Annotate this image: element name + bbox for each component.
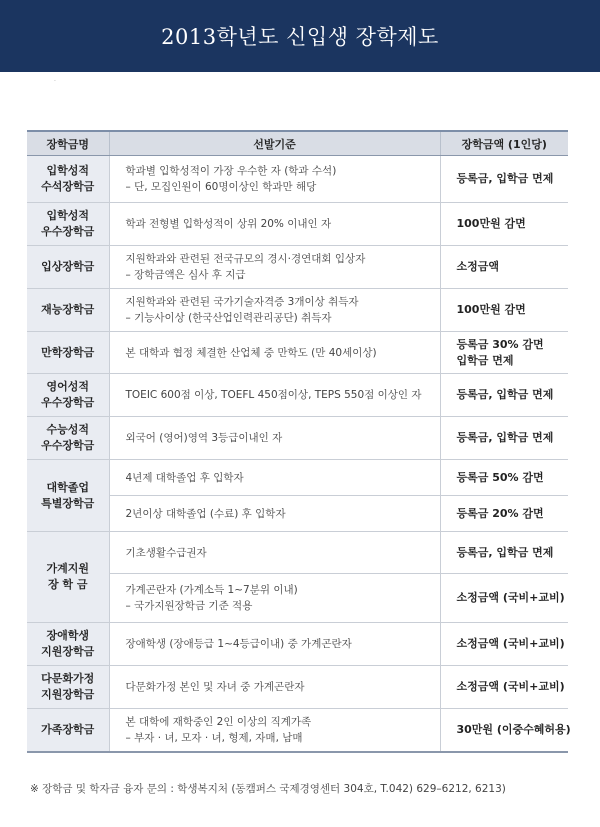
selection-criteria-line: 장애학생 (장애등급 1~4등급이내) 중 가계곤란자 <box>125 638 352 650</box>
page-title: 2013학년도 신입생 장학제도 <box>161 25 439 49</box>
selection-criteria <box>109 496 440 532</box>
scholarship-name-line: 우수장학금 <box>41 439 95 452</box>
selection-criteria-line: – 국가지원장학금 기준 적용 <box>125 600 253 612</box>
scholarship-name <box>27 156 109 203</box>
scholarship-amount-line: 등록금 30% 감면 <box>456 337 544 351</box>
scholarship-amount <box>440 289 568 332</box>
scholarship-amount-line: 등록금, 입학금 면제 <box>456 431 554 444</box>
table-row <box>27 332 568 374</box>
scholarship-name-line: 재능장학금 <box>41 303 95 316</box>
scholarship-name <box>27 374 109 417</box>
selection-criteria <box>109 666 440 709</box>
selection-criteria-line: – 단, 모집인원이 60명이상인 학과만 해당 <box>125 181 317 193</box>
table-row <box>27 496 568 532</box>
selection-criteria <box>109 289 440 332</box>
scholarship-amount <box>440 496 568 532</box>
scholarship-amount <box>440 709 571 752</box>
selection-criteria-line: – 부자 · 녀, 모자 · 녀, 형제, 자매, 남매 <box>125 731 303 744</box>
scholarship-amount-line: 30만원 (이중수혜허용) <box>456 722 571 736</box>
table-row <box>27 289 568 332</box>
selection-criteria <box>109 460 440 496</box>
scholarship-amount <box>440 574 568 623</box>
selection-criteria-line: 학과 전형별 입학성적이 상위 20% 이내인 자 <box>125 218 332 230</box>
selection-criteria <box>109 156 440 203</box>
selection-criteria-line: 4년제 대학졸업 후 입학자 <box>125 471 244 484</box>
selection-criteria-line: 본 대학과 협정 체결한 산업체 중 만학도 (만 40세이상) <box>125 346 377 359</box>
dot-mark: . <box>54 76 56 83</box>
column-header-criteria: 선발기준 <box>109 131 440 156</box>
selection-criteria-line: 지원학과와 관련된 국가기술자격증 3개이상 취득자 <box>125 296 359 308</box>
scholarship-name-line: 수석장학금 <box>41 180 95 193</box>
scholarship-amount-line: 100만원 감면 <box>456 303 526 316</box>
scholarship-amount-line: 등록금, 입학금 면제 <box>456 172 554 185</box>
scholarship-name-line: 장애학생 <box>46 629 89 642</box>
column-header-name: 장학금명 <box>27 131 109 156</box>
scholarship-name <box>27 666 109 709</box>
selection-criteria-line: 기초생활수급권자 <box>125 546 207 559</box>
table-row <box>27 374 568 417</box>
scholarship-amount <box>440 666 568 709</box>
selection-criteria <box>109 574 440 623</box>
scholarship-name <box>27 709 109 752</box>
scholarship-amount-line: 소정금액 (국비+교비) <box>456 680 565 693</box>
scholarship-name <box>27 532 109 623</box>
page-banner <box>0 0 600 72</box>
scholarship-name <box>27 460 109 532</box>
selection-criteria-line: 지원학과와 관련된 전국규모의 경시·경연대회 입상자 <box>125 253 366 265</box>
selection-criteria <box>109 623 440 666</box>
scholarship-name-line: 입상장학금 <box>41 260 95 273</box>
table-row <box>27 156 568 203</box>
selection-criteria-line: 가계곤란자 (가계소득 1~7분위 이내) <box>125 584 298 596</box>
scholarship-amount-line: 소정금액 (국비+교비) <box>456 637 565 650</box>
scholarship-name-line: 장 학 금 <box>47 578 88 591</box>
scholarship-name-line: 우수장학금 <box>41 396 95 409</box>
selection-criteria <box>109 203 440 246</box>
scholarship-amount-line: 소정금액 <box>456 260 500 273</box>
scholarship-name-line: 지원장학금 <box>41 645 95 658</box>
scholarship-amount-line: 등록금 20% 감면 <box>456 506 544 520</box>
scholarship-amount <box>440 374 568 417</box>
scholarship-name <box>27 246 109 289</box>
selection-criteria-line: – 장학금액은 심사 후 지급 <box>125 269 246 281</box>
scholarship-amount <box>440 623 568 666</box>
scholarship-name-line: 수능성적 <box>46 423 89 436</box>
scholarship-table <box>27 130 571 753</box>
table-row <box>27 460 568 496</box>
table-row <box>27 666 568 709</box>
column-header-amount: 장학금액 (1인당) <box>440 131 568 156</box>
table-row <box>27 709 568 752</box>
selection-criteria-line: TOEIC 600점 이상, TOEFL 450점이상, TEPS 550점 이상인 자 <box>125 389 422 401</box>
scholarship-name-line: 우수장학금 <box>41 225 95 238</box>
scholarship-name-line: 입학성적 <box>46 164 89 177</box>
selection-criteria-line: 본 대학에 재학중인 2인 이상의 직계가족 <box>125 715 312 728</box>
scholarship-amount-line: 등록금, 입학금 면제 <box>456 545 554 559</box>
scholarship-name-line: 다문화가정 <box>41 672 95 685</box>
selection-criteria-line: 2년이상 대학졸업 (수료) 후 입학자 <box>125 507 286 520</box>
scholarship-name-line: 지원장학금 <box>41 688 95 701</box>
contact-footnote: ※ 장학금 및 학자금 융자 문의 : 학생복지처 (동캠퍼스 국제경영센터 304호, T.042) 629–6212, 6213) <box>30 783 506 795</box>
scholarship-name-line: 만학장학금 <box>41 345 95 359</box>
scholarship-amount-line: 100만원 감면 <box>456 217 526 230</box>
table-header-row <box>27 131 568 156</box>
selection-criteria <box>109 246 440 289</box>
selection-criteria <box>109 532 440 574</box>
selection-criteria-line: 다문화가정 본인 및 자녀 중 가계곤란자 <box>125 681 305 693</box>
scholarship-name-line: 입학성적 <box>46 209 89 222</box>
scholarship-amount-line: 등록금, 입학금 면제 <box>456 388 554 401</box>
table-row <box>27 574 568 623</box>
scholarship-amount <box>440 156 568 203</box>
selection-criteria <box>109 417 440 460</box>
scholarship-name-line: 특별장학금 <box>41 496 95 510</box>
scholarship-name-line: 대학졸업 <box>46 480 89 494</box>
table-row <box>27 532 568 574</box>
scholarship-amount <box>440 203 568 246</box>
scholarship-name-line: 가계지원 <box>46 562 89 575</box>
scholarship-name <box>27 623 109 666</box>
selection-criteria-line: 외국어 (영어)영역 3등급이내인 자 <box>125 432 283 444</box>
selection-criteria-line: – 기능사이상 (한국산업인력관리공단) 취득자 <box>125 312 332 324</box>
selection-criteria <box>109 374 440 417</box>
scholarship-amount <box>440 532 568 574</box>
table-row <box>27 417 568 460</box>
scholarship-name <box>27 332 109 374</box>
table-row <box>27 203 568 246</box>
scholarship-amount <box>440 417 568 460</box>
scholarship-amount-line: 소정금액 (국비+교비) <box>456 591 565 604</box>
scholarship-name <box>27 289 109 332</box>
scholarship-amount <box>440 246 568 289</box>
scholarship-amount <box>440 460 568 496</box>
selection-criteria <box>109 332 440 374</box>
scholarship-amount-line: 입학금 면제 <box>456 353 514 367</box>
scholarship-name <box>27 417 109 460</box>
scholarship-name-line: 가족장학금 <box>41 722 95 736</box>
scholarship-name-line: 영어성적 <box>46 380 89 393</box>
table-row <box>27 246 568 289</box>
scholarship-name <box>27 203 109 246</box>
scholarship-amount <box>440 332 568 374</box>
selection-criteria <box>109 709 440 752</box>
scholarship-amount-line: 등록금 50% 감면 <box>456 470 544 484</box>
table-row <box>27 623 568 666</box>
selection-criteria-line: 학과별 입학성적이 가장 우수한 자 (학과 수석) <box>125 165 337 177</box>
